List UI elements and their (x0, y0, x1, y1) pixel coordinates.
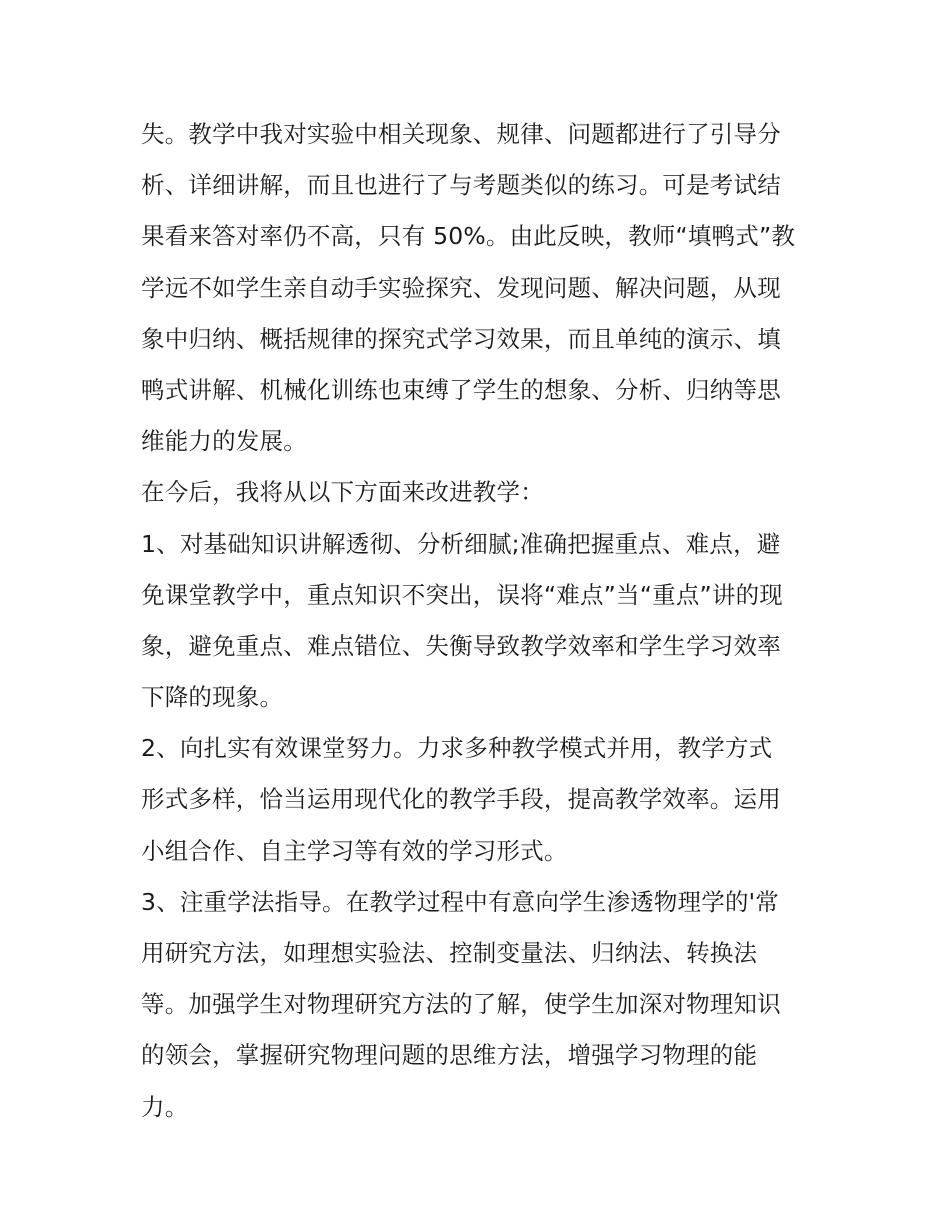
text-line: 在今后，我将从以下方面来改进教学： (141, 478, 544, 507)
text-line: 力。 (141, 1092, 189, 1121)
text-line: 免课堂教学中，重点知识不突出，误将“难点”当“重点”讲的现 (141, 580, 783, 609)
text-line: 析、详细讲解，而且也进行了与考题类似的练习。可是考试结 (141, 171, 781, 200)
text-line: 鸭式讲解、机械化训练也束缚了学生的想象、分析、归纳等思 (141, 375, 781, 404)
text-line: 象，避免重点、难点错位、失衡导致教学效率和学生学习效率 (141, 631, 781, 660)
text-line: 果看来答对率仍不高，只有 50%。由此反映，教师“填鸭式”教 (141, 222, 796, 251)
text-line: 2、向扎实有效课堂努力。力求多种教学模式并用，教学方式 (141, 734, 773, 763)
text-line: 用研究方法，如理想实验法、控制变量法、归纳法、转换法 (141, 939, 758, 967)
text-line: 1、对基础知识讲解透彻、分析细腻;准确把握重点、难点，避 (141, 529, 781, 558)
text-line: 下降的现象。 (141, 683, 284, 712)
text-line: 象中归纳、概括规律的探究式学习效果，而且单纯的演示、填 (141, 324, 781, 353)
text-line: 的领会，掌握研究物理问题的思维方法，增强学习物理的能 (141, 1041, 758, 1070)
text-line: 学远不如学生亲自动手实验探究、发现问题、解决问题，从现 (141, 273, 781, 302)
text-line: 3、注重学法指导。在教学过程中有意向学生渗透物理学的'常 (141, 887, 780, 916)
text-line: 失。教学中我对实验中相关现象、规律、问题都进行了引导分 (141, 120, 781, 148)
text-line: 维能力的发展。 (141, 427, 307, 456)
text-line: 等。加强学生对物理研究方法的了解，使学生加深对物理知识 (141, 990, 781, 1019)
text-line: 形式多样，恰当运用现代化的教学手段，提高教学效率。运用 (141, 785, 781, 814)
text-line: 小组合作、自主学习等有效的学习形式。 (141, 836, 568, 865)
document-body (141, 109, 821, 1133)
